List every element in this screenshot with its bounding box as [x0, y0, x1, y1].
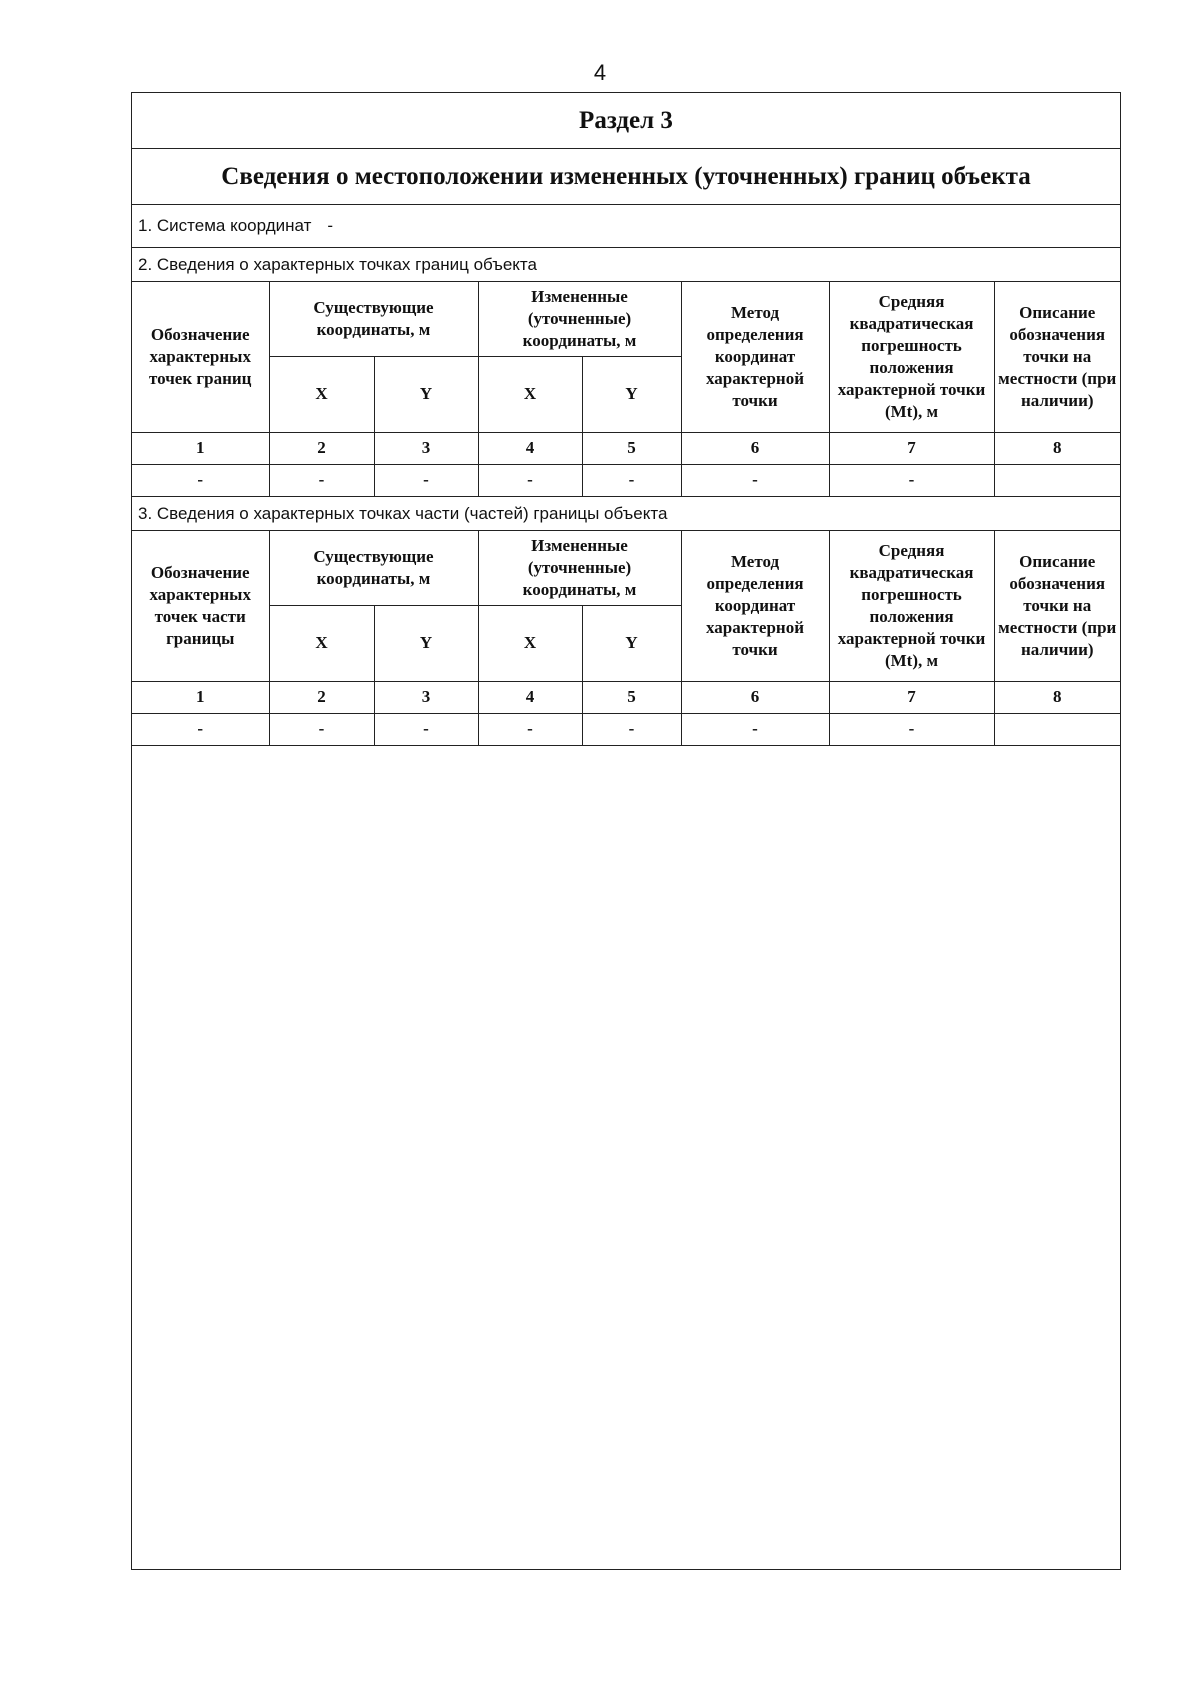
page-number: 4	[593, 60, 607, 85]
table-header-row	[132, 282, 1120, 357]
table-cell: -	[681, 714, 829, 746]
column-number: 8	[994, 682, 1120, 714]
table-cell: -	[681, 465, 829, 497]
column-number: 5	[582, 682, 681, 714]
column-number: 3	[374, 682, 478, 714]
column-number: 8	[994, 433, 1120, 465]
table-cell: -	[374, 465, 478, 497]
header-changed-x: X	[478, 357, 582, 433]
column-number: 2	[269, 682, 374, 714]
column-number: 3	[374, 433, 478, 465]
header-designation: Обозначение характерных точек границ	[132, 282, 269, 433]
header-existing-coords: Существующие координаты, м	[269, 531, 478, 606]
column-number: 7	[829, 682, 994, 714]
table-header-row	[132, 531, 1120, 606]
header-description: Описание обозначения точки на местности (при наличии)	[994, 282, 1120, 433]
part-boundary-points-table	[132, 531, 1120, 746]
table-row	[132, 465, 1120, 497]
table-cell: -	[478, 465, 582, 497]
table-cell: -	[132, 714, 269, 746]
header-method: Метод определения координат характерной точки	[681, 531, 829, 682]
header-changed-coords: Измененные (уточненные) координаты, м	[478, 531, 681, 606]
column-number: 2	[269, 433, 374, 465]
header-mean-error: Средняя квадратическая погрешность положения характерной точки (Mt), м	[829, 531, 994, 682]
table-cell: -	[478, 714, 582, 746]
table-cell: -	[132, 465, 269, 497]
column-number-row	[132, 433, 1120, 465]
table-cell: -	[269, 465, 374, 497]
column-number: 1	[132, 682, 269, 714]
table-cell: -	[582, 714, 681, 746]
header-existing-y: Y	[374, 606, 478, 682]
boundary-points-table	[132, 282, 1120, 497]
header-existing-x: X	[269, 606, 374, 682]
header-description: Описание обозначения точки на местности (при наличии)	[994, 531, 1120, 682]
coordinate-system-value: -	[327, 216, 334, 235]
table-cell: -	[374, 714, 478, 746]
column-number: 4	[478, 433, 582, 465]
column-number: 4	[478, 682, 582, 714]
column-number: 6	[681, 433, 829, 465]
header-changed-coords: Измененные (уточненные) координаты, м	[478, 282, 681, 357]
header-method: Метод определения координат характерной точки	[681, 282, 829, 433]
table-cell: -	[582, 465, 681, 497]
column-number: 1	[132, 433, 269, 465]
header-changed-x: X	[478, 606, 582, 682]
section-title: Раздел 3	[132, 93, 1120, 149]
document-frame	[131, 92, 1121, 1570]
table-cell	[994, 465, 1120, 497]
boundary-points-heading: 2. Сведения о характерных точках границ объекта	[132, 248, 1120, 282]
header-designation: Обозначение характерных точек части границы	[132, 531, 269, 682]
section-subtitle: Сведения о местоположении измененных (уточненных) границ объекта	[132, 149, 1120, 205]
header-existing-y: Y	[374, 357, 478, 433]
table-cell: -	[829, 465, 994, 497]
column-number: 6	[681, 682, 829, 714]
table-row	[132, 714, 1120, 746]
table-cell	[994, 714, 1120, 746]
header-existing-coords: Существующие координаты, м	[269, 282, 478, 357]
header-changed-y: Y	[582, 606, 681, 682]
header-mean-error: Средняя квадратическая погрешность положения характерной точки (Mt), м	[829, 282, 994, 433]
table-cell: -	[269, 714, 374, 746]
header-changed-y: Y	[582, 357, 681, 433]
table-cell: -	[829, 714, 994, 746]
column-number: 7	[829, 433, 994, 465]
column-number-row	[132, 682, 1120, 714]
header-existing-x: X	[269, 357, 374, 433]
coordinate-system-line	[132, 205, 1120, 248]
part-boundary-points-heading: 3. Сведения о характерных точках части (частей) границы объекта	[132, 497, 1120, 531]
coordinate-system-label: 1. Система координат	[138, 216, 312, 235]
column-number: 5	[582, 433, 681, 465]
